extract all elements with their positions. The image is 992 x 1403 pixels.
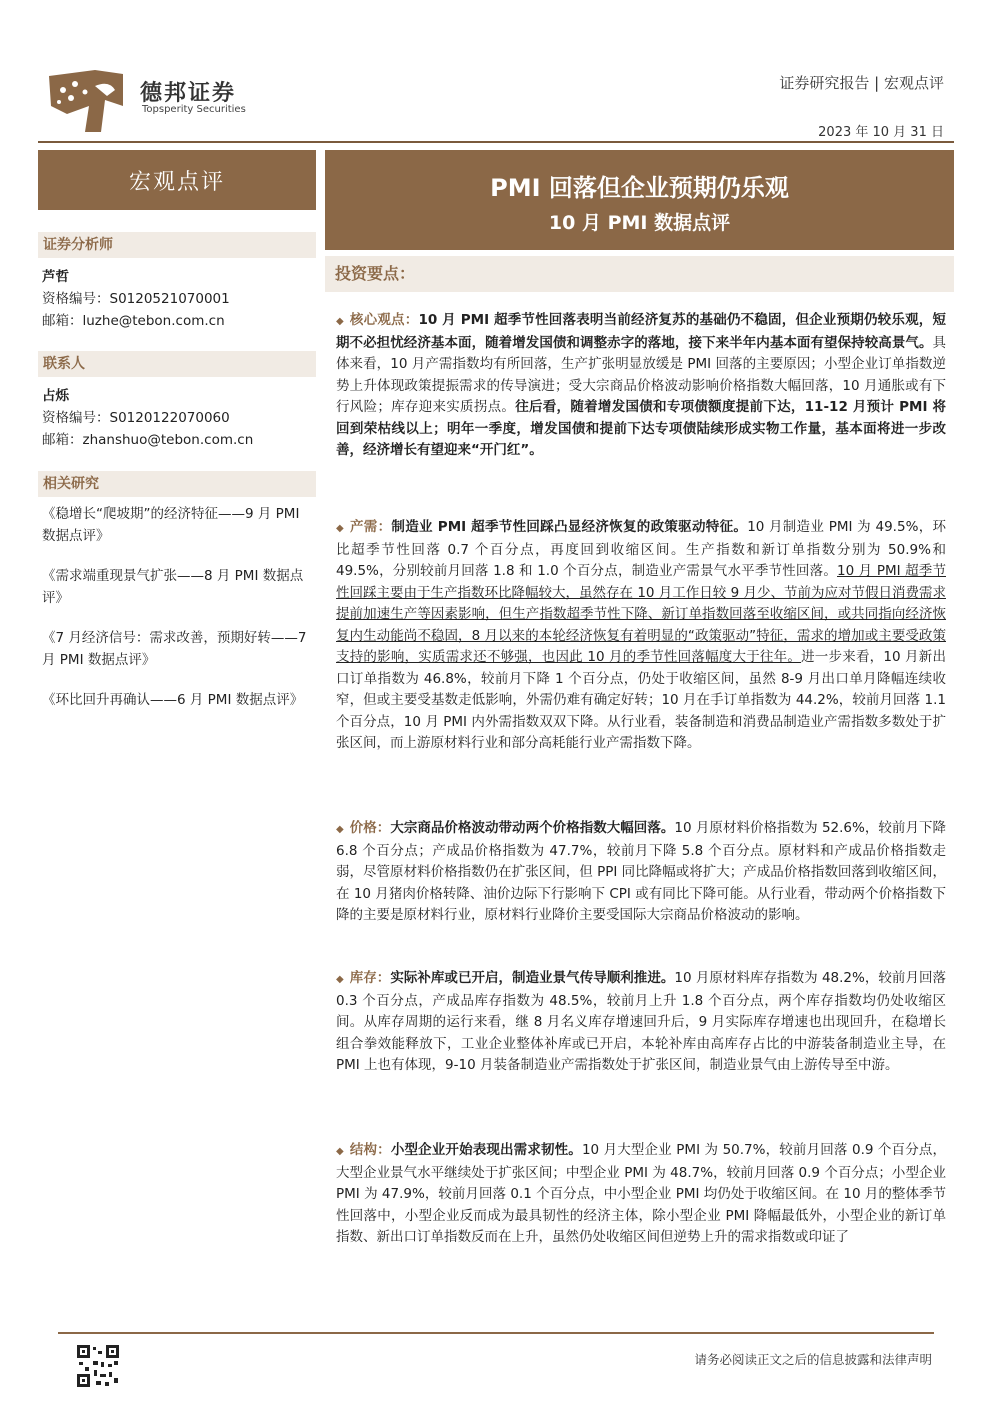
footer-divider — [58, 1332, 934, 1334]
brand-name-en: Topsperity Securities — [142, 104, 246, 115]
title-box — [325, 150, 954, 250]
main-title: PMI 回落但企业预期仍乐观 — [490, 174, 789, 202]
contact-heading: 联系人 — [38, 351, 316, 377]
disclaimer-note: 请务必阅读正文之后的信息披露和法律声明 — [694, 1352, 932, 1367]
bullet-icon: ◆ — [336, 316, 344, 327]
sub-title: 10 月 PMI 数据点评 — [548, 212, 731, 234]
bullet-icon: ◆ — [336, 1146, 344, 1157]
paragraph-tag: 价格： — [349, 820, 391, 836]
paragraph-tag: 产需： — [350, 519, 392, 535]
bullet-icon: ◆ — [336, 974, 344, 985]
analyst-name: 芦哲 — [42, 269, 69, 285]
contact-email: 邮箱：zhanshuo@tebon.com.cn — [42, 432, 254, 448]
paragraph-price: ◆ 价格：大宗商品价格波动带动两个价格指数大幅回落。10 月原材料价格指数为 52.6%，较前月下降 6.8 个百分点；产成品价格指数为 47.7%，较前月下降 5.8 个百分点。原材料和产成品价格指数走弱，尽管原材料价格指数仍在扩张区间，但 PPI 同比降幅或将扩大；产成品价格指数回落到收缩区间，在 10 月猪肉价格转降、油价边际下行影响下 CPI 或有同比下降可能。从行业看，带动两个价格指数下降的主要是原材料行业，原材料行业降价主要受国际大宗商品价格波动的影响。 — [336, 820, 946, 923]
analyst-heading: 证券分析师 — [38, 232, 316, 258]
paragraph-tag: 库存： — [349, 970, 391, 986]
paragraph-core: ◆ 核心观点：10 月 PMI 超季节性回落表明当前经济复苏的基础仍不稳固，但企业预期仍较乐观，短期不必担忧经济基本面，随着增发国债和调整赤字的落地，接下来半年内基本面有望保持较高景气。具体来看，10 月产需指数均有所回落，生产扩张明显放缓是 PMI 回落的主要原因；小型企业订单指数逆势上升体现政策提振需求的传导演进；受大宗商品价格波动影响价格指数大幅回落，10 月通胀或有下行风险；库存迎来实质拐点。往后看，随着增发国债和专项债额度提前下达，11-12 月预计 PMI 将回到荣枯线以上；明年一季度，增发国债和提前下达专项债陆续形成实物工作量，基本面将进一步改善，经济增长有望迎来“开门红”。 — [336, 312, 947, 458]
brand-name: 德邦证券 — [140, 81, 237, 106]
research-item: 《环比回升再确认——6 月 PMI 数据点评》 — [42, 692, 304, 708]
paragraph-inventory: ◆ 库存：实际补库或已开启，制造业景气传导顺利推进。10 月原材料库存指数为 48.2%，较前月回落 0.3 个百分点，产成品库存指数为 48.5%，较前月上升 1.8 个百分点，两个库存指数均仍处收缩区间。从库存周期的运行来看，继 8 月名义库存增速回升后，9 月实际库存增速也出现回升，在稳增长组合拳效能释放下，工业企业整体补库或已开启，本轮补库由高库存占比的中游装备制造业主导，在 PMI 上也有体现，9-10 月装备制造业产需指数处于扩张区间，制造业景气由上游传导至中游。 — [336, 970, 946, 1073]
leopard-logo-icon — [45, 66, 125, 136]
paragraph-structure: ◆ 结构：小型企业开始表现出需求韧性。10 月大型企业 PMI 为 50.7%，较前月回落 0.9 个百分点，大型企业景气水平继续处于扩张区间；中型企业 PMI 为 48.7%，较前月回落 0.9 个百分点；小型企业 PMI 为 47.9%，较前月回落 0.1 个百分点，中小型企业 PMI 均仍处于收缩区间。在 10 月的整体季节性回落中，小型企业反而成为最具韧性的经济主体，除小型企业 PMI 降幅最低外，小型企业的新订单指数、新出口订单指数反而在上升，虽然仍处收缩区间但逆势上升的需求指数或印证了 — [336, 1142, 947, 1245]
header-divider — [38, 141, 954, 143]
research-item: 《稳增长“爬坡期”的经济特征——9 月 PMI 数据点评》 — [42, 506, 300, 544]
summary-heading: 投资要点： — [325, 256, 954, 292]
bullet-icon: ◆ — [336, 824, 344, 835]
paragraph-production: ◆ 产需：制造业 PMI 超季节性回踩凸显经济恢复的政策驱动特征。10 月制造业 PMI 为 49.5%，环比超季节性回落 0.7 个百分点，再度回到收缩区间。生产指数和新订单指数分别为 50.9%和 49.5%，分别较前月回落 1.8 和 1.0 个百分点，制造业产需景气水平季节性回落。10 月 PMI 超季节性回踩主要由于生产指数环比降幅较大，虽然存在 10 月工作日较 9 月少、节前为应对节假日消费需求提前加速生产等因素影响，但生产指数超季节性下降、新订单指数回落至收缩区间，或共同指向经济恢复内生动能尚不稳固，8 月以来的本轮经济恢复有着明显的“政策驱动”特征，需求的增加或主要受政策支持的影响，实质需求还不够强，也因此 10 月的季节性回落幅度大于往年。进一步来看，10 月新出口订单指数为 46.8%，较前月下降 1 个百分点，仍处于收缩区间，虽然 8-9 月出口单月降幅连续收窄，但或主要受基数走低影响，外需仍难有确定好转；10 月在手订单指数为 44.2%，较前月回落 1.1 个百分点，10 月 PMI 内外需指数双双下降。从行业看，装备制造和消费品制造业产需指数多数处于扩张区间，而上游原材料行业和部分高耗能行业产需指数下降。 — [336, 519, 946, 751]
bullet-icon: ◆ — [336, 523, 344, 534]
report-type: 证券研究报告 | 宏观点评 — [779, 74, 944, 92]
contact-license: 资格编号：S0120122070060 — [42, 410, 230, 426]
contact-name: 占烁 — [42, 388, 69, 404]
qr-code-icon — [76, 1344, 120, 1388]
paragraph-tag: 核心观点： — [349, 312, 419, 328]
research-heading: 相关研究 — [38, 471, 316, 497]
report-date: 2023 年 10 月 31 日 — [818, 125, 944, 140]
paragraph-tag: 结构： — [349, 1142, 391, 1158]
analyst-license: 资格编号：S0120521070001 — [42, 291, 230, 307]
category-banner: 宏观点评 — [38, 150, 316, 210]
research-item: 《需求端重现景气扩张——8 月 PMI 数据点评》 — [42, 568, 304, 606]
analyst-email: 邮箱：luzhe@tebon.com.cn — [42, 313, 225, 329]
research-item: 《7 月经济信号：需求改善，预期好转——7 月 PMI 数据点评》 — [42, 630, 307, 668]
